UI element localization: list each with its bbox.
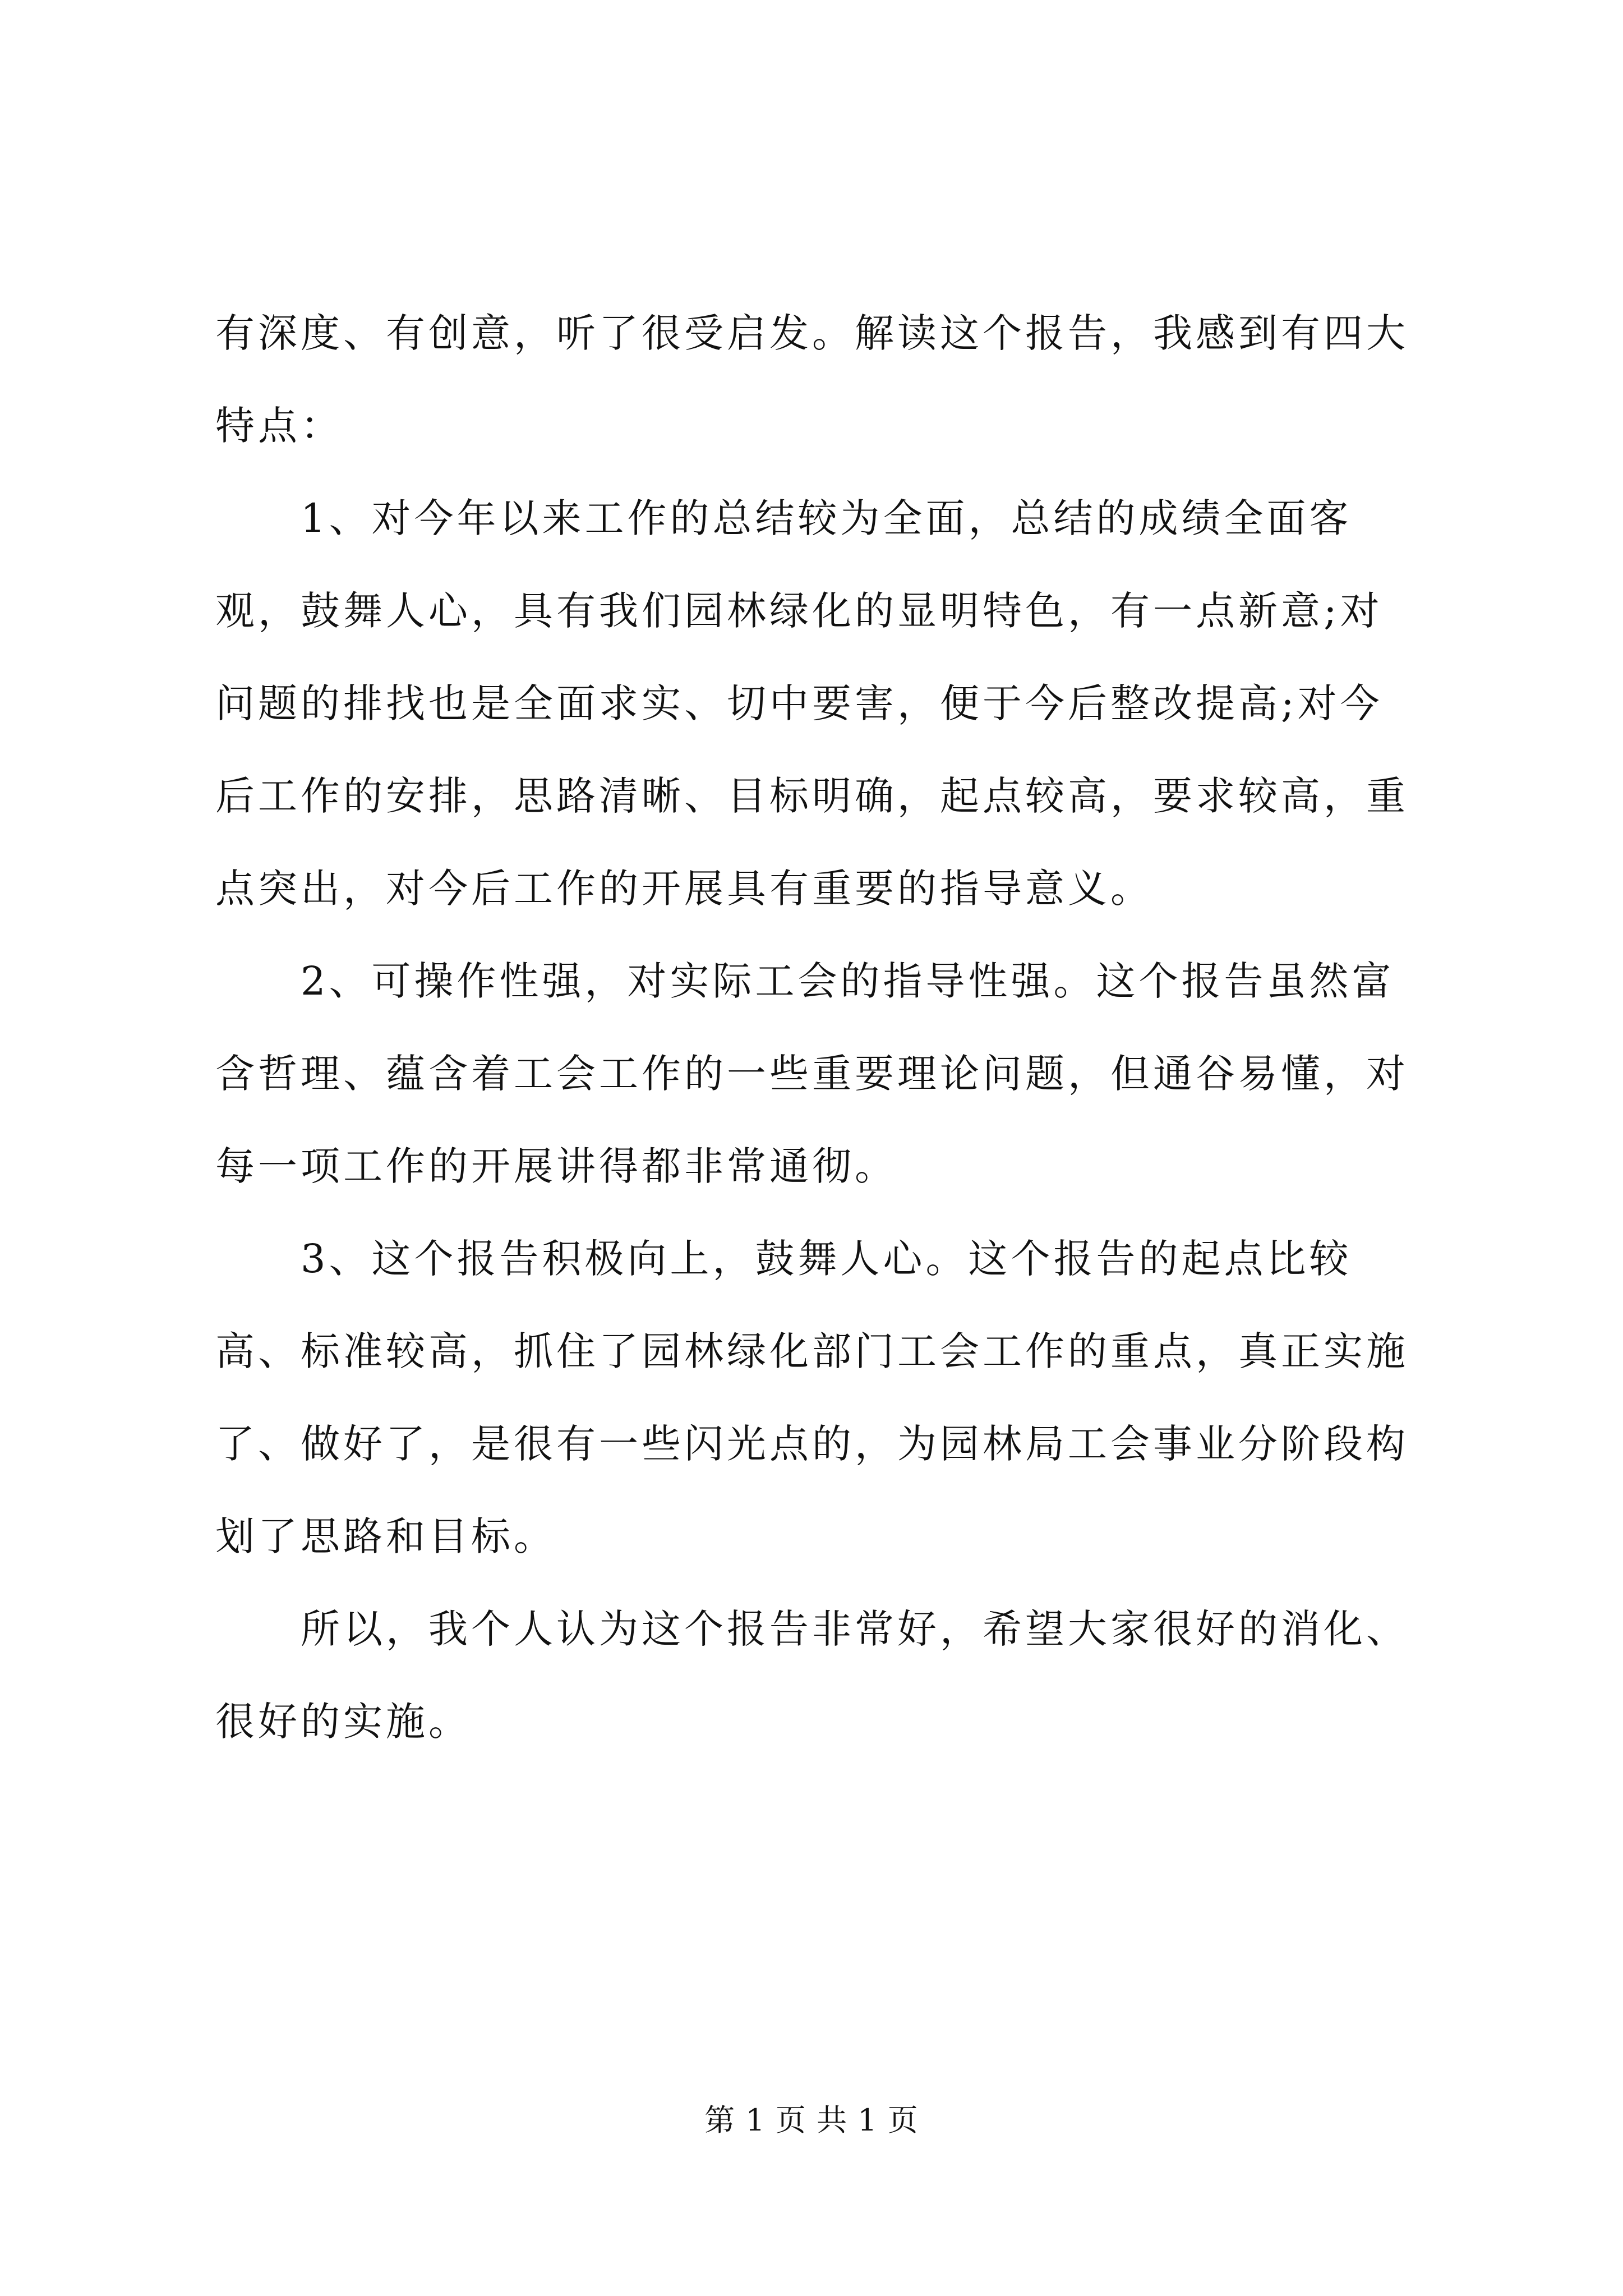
page-number-label: 第 1 页 共 1 页 [704,2102,919,2138]
page-footer [0,2101,1623,2140]
paragraph-point-3: 3、这个报告积极向上，鼓舞人心。这个报告的起点比较高、标准较高，抓住了园林绿化部门工会工作的重点，真正实施了、做好了，是很有一些闪光点的，为园林局工会事业分阶段构划了思路和目标。 [215,1236,1409,1559]
document-body [215,287,1410,1768]
paragraph-point-2: 2、可操作性强，对实际工会的指导性强。这个报告虽然富含哲理、蕴含着工会工作的一些重要理论问题，但通谷易懂，对每一项工作的开展讲得都非常通彻。 [215,958,1409,1189]
paragraph-point-1: 1、对今年以来工作的总结较为全面，总结的成绩全面客观，鼓舞人心，具有我们园林绿化的显明特色，有一点新意;对问题的排找也是全面求实、切中要害，便于今后整改提高;对今后工作的安排，思路清晰、目标明确，起点较高，要求较高，重点突出，对今后工作的开展具有重要的指导意义。 [215,495,1409,912]
paragraph-conclusion: 所以，我个人认为这个报告非常好，希望大家很好的消化、很好的实施。 [215,1606,1409,1745]
paragraph-intro: 有深度、有创意，听了很受启发。解读这个报告，我感到有四大特点： [215,310,1409,449]
